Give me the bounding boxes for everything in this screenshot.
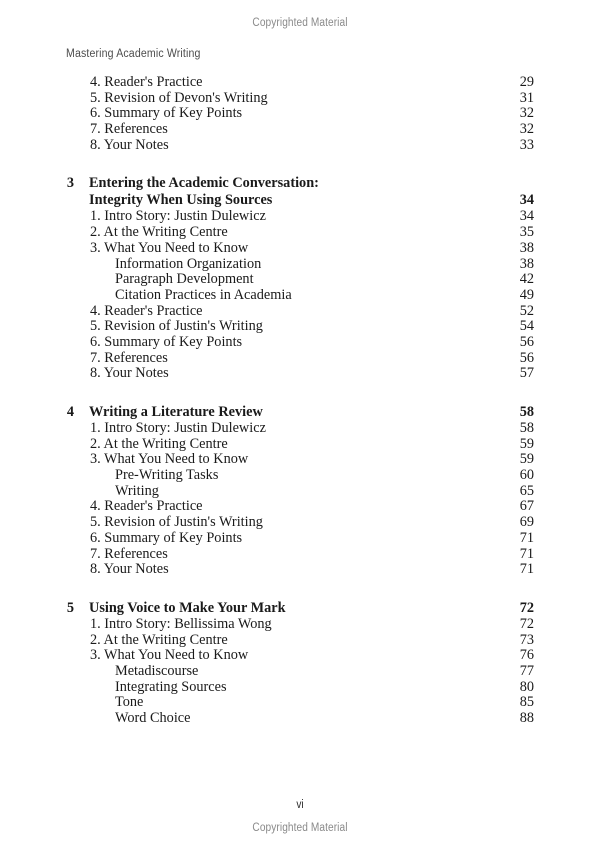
- toc-entry-label: 2. At the Writing Centre: [90, 631, 228, 648]
- toc-entry-label: 1. Intro Story: Justin Dulewicz: [90, 420, 266, 436]
- toc-entry-label: Tone: [115, 694, 144, 711]
- toc-entry-page-number: 34: [519, 208, 534, 225]
- toc-subentry-row: [0, 680, 600, 696]
- toc-entry-page-number: 58: [519, 420, 534, 436]
- toc-entry-label: Pre-Writing Tasks: [115, 467, 219, 484]
- toc-chapter-row: [0, 404, 600, 421]
- toc-entry-label: 3. What You Need to Know: [90, 239, 249, 256]
- toc-section-row: [0, 562, 600, 578]
- toc-entry-page-number: 71: [519, 529, 534, 546]
- toc-entry-page-number: 56: [519, 333, 534, 350]
- toc-entry-page-number: 59: [519, 451, 534, 468]
- toc-entry-label: 8. Your Notes: [90, 365, 169, 382]
- toc-chapter-page-number: 34: [519, 192, 534, 209]
- toc-section-row: [0, 515, 600, 531]
- toc-entry-page-number: 77: [519, 662, 534, 679]
- toc-entry-page-number: 52: [519, 302, 534, 319]
- toc-entry-page-number: 49: [519, 286, 534, 303]
- toc-subentry-row: [0, 664, 600, 680]
- toc-chapter-title-continuation-row: [0, 192, 600, 209]
- toc-chapter-title: Using Voice to Make Your Mark: [89, 599, 286, 616]
- toc-entry-page-number: 73: [519, 631, 534, 648]
- toc-entry-label: Integrating Sources: [115, 678, 227, 695]
- toc-entry-label: Paragraph Development: [115, 271, 254, 288]
- toc-section-row: [0, 241, 600, 257]
- toc-entry-page-number: 88: [519, 710, 534, 726]
- toc-entry-page-number: 65: [519, 482, 534, 499]
- toc-entry-page-number: 85: [519, 694, 534, 711]
- toc-section-row: [0, 452, 600, 468]
- toc-section-row: [0, 106, 600, 122]
- toc-chapter-page-number: 72: [519, 599, 534, 616]
- toc-entry-page-number: 54: [519, 318, 534, 335]
- toc-entry-label: 8. Your Notes: [90, 561, 169, 578]
- toc-entry-label: 2. At the Writing Centre: [90, 224, 228, 241]
- toc-entry-label: Citation Practices in Academia: [115, 286, 292, 303]
- toc-entry-page-number: 69: [519, 514, 534, 531]
- toc-entry-label: 4. Reader's Practice: [90, 498, 203, 515]
- toc-subentry-row: [0, 257, 600, 273]
- toc-entry-label: Metadiscourse: [115, 662, 199, 679]
- toc-chapter-row: [0, 175, 600, 192]
- toc-subentry-row: [0, 272, 600, 288]
- copyright-stamp-top: Copyrighted Material: [252, 17, 348, 29]
- toc-section-row: [0, 335, 600, 351]
- toc-entry-page-number: 56: [519, 349, 534, 366]
- toc-entry-page-number: 59: [519, 435, 534, 452]
- toc-entry-page-number: 76: [519, 647, 534, 664]
- toc-entry-page-number: 71: [519, 561, 534, 578]
- toc-section-row: [0, 138, 600, 154]
- toc-entry-page-number: 72: [519, 615, 534, 632]
- toc-entry-label: 4. Reader's Practice: [90, 302, 203, 319]
- toc-section-row: [0, 225, 600, 241]
- toc-chapter-number: 4: [66, 404, 74, 420]
- toc-entry-page-number: 42: [519, 271, 534, 288]
- toc-entry-page-number: 32: [519, 105, 534, 122]
- toc-entry-label: 6. Summary of Key Points: [90, 529, 243, 546]
- toc-entry-label: Word Choice: [115, 710, 191, 726]
- toc-entry-page-number: 33: [519, 136, 534, 153]
- toc-entry-label: 7. References: [90, 349, 168, 366]
- toc-section-row: [0, 351, 600, 367]
- toc-entry-page-number: 31: [519, 89, 534, 106]
- toc-entry-label: 8. Your Notes: [90, 136, 169, 153]
- toc-section-row: [0, 633, 600, 649]
- toc-entry-page-number: 80: [519, 678, 534, 695]
- toc-chapter-title: Writing a Literature Review: [89, 404, 263, 420]
- toc-chapter-row: [0, 600, 600, 617]
- toc-entry-page-number: 38: [519, 255, 534, 272]
- toc-entry-label: 5. Revision of Justin's Writing: [90, 514, 263, 531]
- page-folio: vi: [296, 799, 304, 811]
- toc-entry-label: 7. References: [90, 545, 168, 562]
- toc-entry-label: 5. Revision of Devon's Writing: [90, 89, 268, 106]
- toc-entry-label: 5. Revision of Justin's Writing: [90, 318, 263, 335]
- toc-subentry-row: [0, 484, 600, 500]
- toc-entry-page-number: 57: [519, 365, 534, 382]
- toc-entry-page-number: 38: [519, 239, 534, 256]
- running-head: Mastering Academic Writing: [66, 48, 201, 60]
- toc-continued-chapter-block: [0, 75, 600, 153]
- toc-entry-label: Information Organization: [115, 255, 262, 272]
- toc-section-row: [0, 617, 600, 633]
- toc-entry-page-number: 71: [519, 545, 534, 562]
- toc-subentry-row: [0, 711, 600, 727]
- toc-entry-label: 2. At the Writing Centre: [90, 435, 228, 452]
- toc-entry-page-number: 67: [519, 498, 534, 515]
- toc-chapter-page-number: 58: [519, 404, 534, 420]
- toc-section-row: [0, 531, 600, 547]
- toc-subentry-row: [0, 468, 600, 484]
- toc-entry-page-number: 60: [519, 467, 534, 484]
- toc-chapter-block: [0, 404, 600, 578]
- table-of-contents: [0, 75, 600, 727]
- toc-entry-page-number: 32: [519, 121, 534, 138]
- toc-chapter-title-line-2: Integrity When Using Sources: [89, 192, 273, 209]
- toc-chapter-title: Entering the Academic Conversation:: [89, 175, 319, 192]
- copyright-stamp-bottom: Copyrighted Material: [252, 822, 348, 834]
- toc-chapter-number: 3: [66, 175, 74, 192]
- toc-entry-label: 7. References: [90, 121, 168, 138]
- toc-section-row: [0, 499, 600, 515]
- toc-entry-label: 3. What You Need to Know: [90, 647, 249, 664]
- toc-entry-label: 6. Summary of Key Points: [90, 333, 243, 350]
- toc-entry-label: 6. Summary of Key Points: [90, 105, 243, 122]
- toc-section-row: [0, 366, 600, 382]
- toc-section-row: [0, 209, 600, 225]
- toc-section-row: [0, 547, 600, 563]
- toc-section-row: [0, 91, 600, 107]
- toc-section-row: [0, 304, 600, 320]
- toc-subentry-row: [0, 695, 600, 711]
- toc-section-row: [0, 319, 600, 335]
- toc-entry-label: 4. Reader's Practice: [90, 74, 203, 90]
- toc-entry-label: 1. Intro Story: Justin Dulewicz: [90, 208, 266, 225]
- toc-chapter-number: 5: [66, 599, 74, 616]
- toc-entry-label: 3. What You Need to Know: [90, 451, 249, 468]
- toc-section-row: [0, 648, 600, 664]
- toc-section-row: [0, 421, 600, 437]
- toc-entry-label: 1. Intro Story: Bellissima Wong: [90, 615, 272, 632]
- toc-entry-page-number: 29: [519, 74, 534, 90]
- toc-entry-label: Writing: [115, 482, 159, 499]
- toc-chapter-block: [0, 175, 600, 382]
- toc-entry-page-number: 35: [519, 224, 534, 241]
- toc-section-row: [0, 437, 600, 453]
- toc-section-row: [0, 122, 600, 138]
- toc-subentry-row: [0, 288, 600, 304]
- toc-section-row: [0, 75, 600, 91]
- toc-chapter-block: [0, 600, 600, 727]
